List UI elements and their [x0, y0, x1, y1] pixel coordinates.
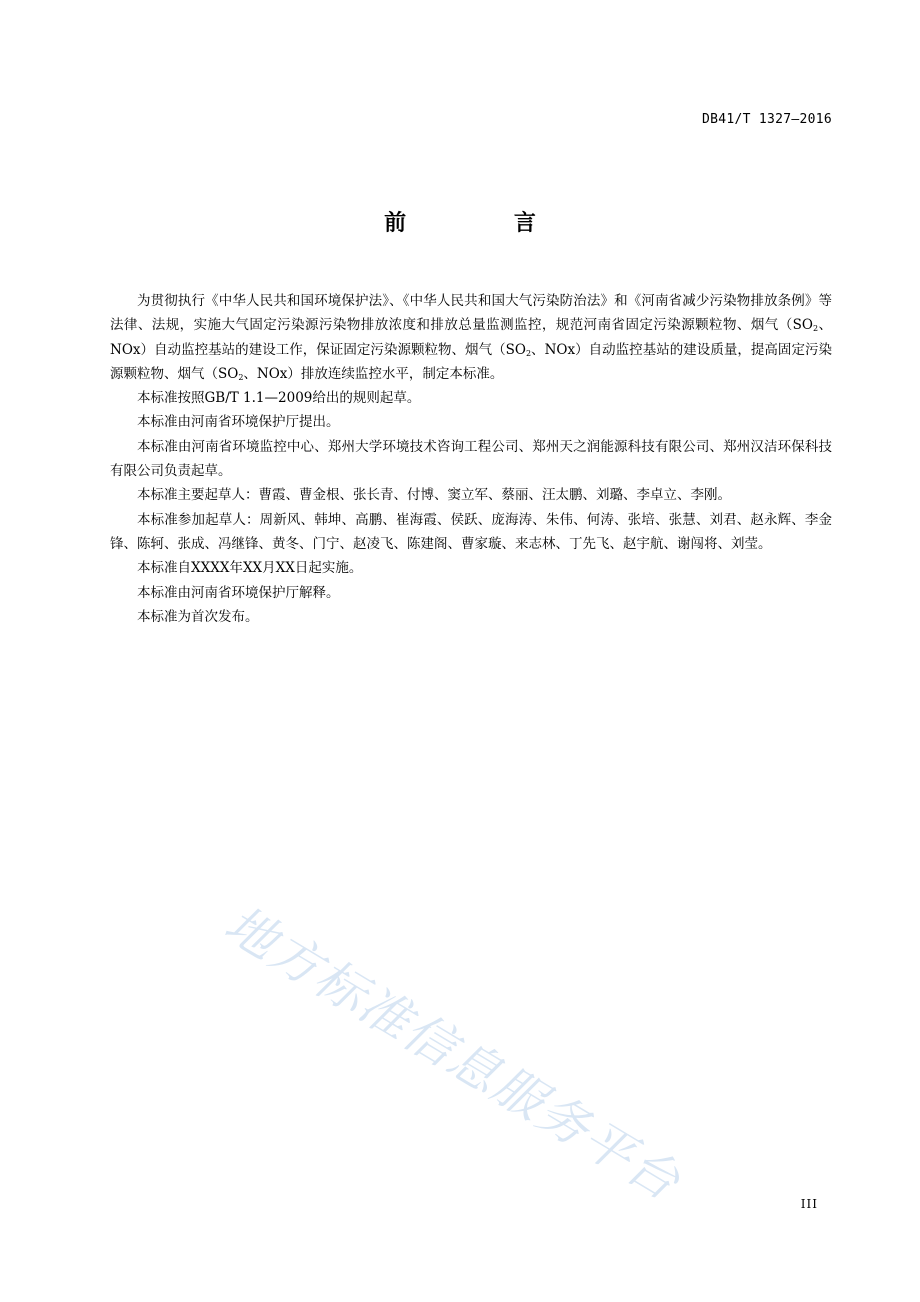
foreword-body [110, 289, 832, 629]
page-number: III [800, 1197, 818, 1211]
paragraph-purpose-part4: 、NOx）排放连续监控水平，制定本标准。 [243, 365, 504, 382]
so2-subscript: 2 [238, 372, 244, 382]
paragraph-proposer: 本标准由河南省环境保护厅提出。 [137, 414, 340, 431]
paragraph-first-release: 本标准为首次发布。 [137, 608, 259, 625]
section-title: 前 言 [384, 211, 586, 236]
paragraph-participating-drafters: 本标准参加起草人：周新风、韩坤、高鹏、崔海霞、侯跃、庞海涛、朱伟、何涛、张培、张慧、刘君、赵永辉、李金锋、陈轲、张成、冯继锋、黄冬、门宁、赵凌飞、陈建阁、曹家璇、来志林、丁先飞、赵宇航、谢闯将、刘莹。 [110, 511, 832, 552]
paragraph-interpretation: 本标准由河南省环境保护厅解释。 [137, 584, 340, 601]
watermark-text: 地方标准信息服务平台 [215, 894, 691, 1213]
paragraph-purpose-part1: 为贯彻执行《中华人民共和国环境保护法》、《中华人民共和国大气污染防治法》和《河南省减少污染物排放条例》等法律、法规，实施大气固定污染源污染物排放浓度和排放总量监测监控，规范河南省固定污染源颗粒物、烟气（SO [110, 293, 832, 334]
paragraph-main-drafters: 本标准主要起草人：曹霞、曹金根、张长青、付博、窦立军、蔡丽、汪太鹏、刘璐、李卓立、李刚。 [137, 487, 731, 504]
paragraph-purpose [110, 289, 832, 386]
paragraph-effective-date: 本标准自XXXX年XX月XX日起实施。 [137, 560, 363, 577]
so2-subscript: 2 [812, 324, 819, 334]
paragraph-purpose-part2: 、NOx）自动监控基站的建设工作，保证固定污染源颗粒物、烟气（SO [110, 317, 832, 358]
paragraph-purpose-part3: 、NOx）自动监控基站的建设质量，提高固定污染源颗粒物、烟气（SO [110, 341, 832, 382]
paragraph-drafting-units: 本标准由河南省环境监控中心、郑州大学环境技术咨询工程公司、郑州天之润能源科技有限公司、郑州汉洁环保科技有限公司负责起草。 [110, 438, 832, 480]
standard-code: DB41/T 1327—2016 [701, 112, 832, 127]
paragraph-drafting-rules: 本标准按照GB/T 1.1—2009给出的规则起草。 [137, 390, 421, 407]
so2-subscript: 2 [525, 348, 532, 358]
